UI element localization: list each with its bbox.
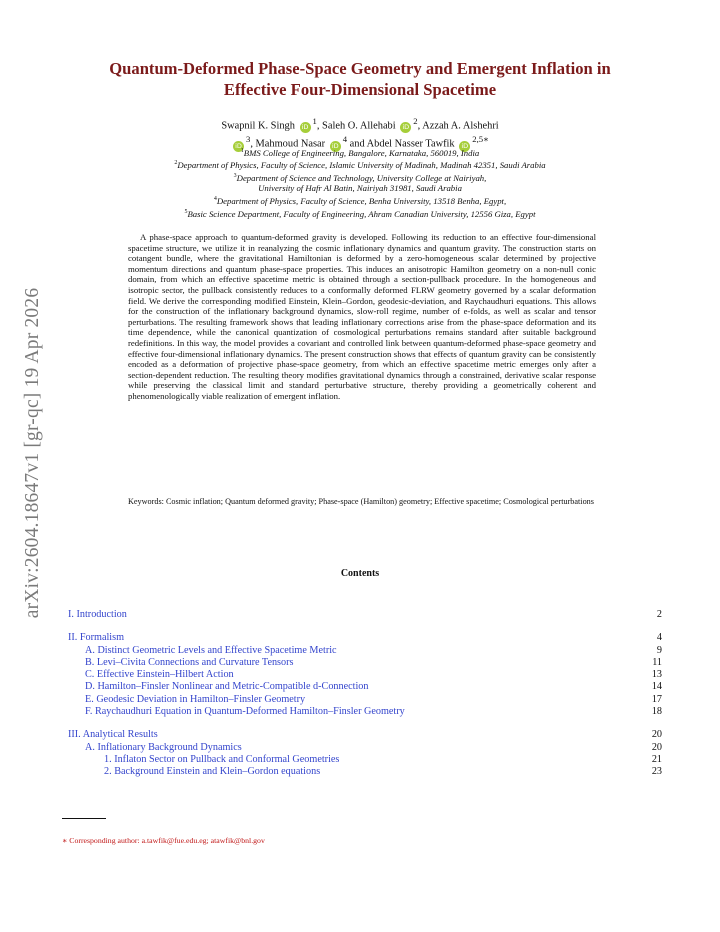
toc-link[interactable]: B. Levi–Civita Connections and Curvature Tensors — [85, 656, 294, 668]
affil-text: Department of Physics, Faculty of Science, Islamic University of Madinah, Madinah 42351, Saudi Arabia — [177, 160, 546, 171]
affiliation-3 — [70, 171, 650, 183]
footnote-rule — [62, 818, 106, 819]
orcid-icon[interactable]: iD — [300, 122, 311, 133]
paper-title — [60, 58, 660, 100]
toc-page: 20 — [651, 741, 662, 753]
contents-heading: Contents — [340, 568, 380, 579]
toc-entry-background-equations[interactable] — [68, 766, 662, 778]
toc-link[interactable]: E. Geodesic Deviation in Hamilton–Finsler Geometry — [85, 693, 306, 705]
author-5: and Abdel Nasser Tawfik — [347, 138, 455, 150]
toc-link[interactable]: 2. Background Einstein and Klein–Gordon equations — [104, 766, 321, 778]
arxiv-sidebar-identifier — [16, 263, 50, 643]
affil-text: Department of Physics, Faculty of Science, Benha University, 13518 Benha, Egypt, — [216, 195, 507, 206]
toc-link[interactable]: II. Formalism — [68, 632, 125, 644]
affil-text: University of Hafr Al Batin, Nairiyah 31981, Saudi Arabia — [258, 183, 462, 194]
toc-page: 11 — [652, 656, 662, 668]
toc-page: 23 — [651, 766, 662, 778]
affil-number: 4 — [213, 196, 217, 203]
toc-link[interactable]: C. Effective Einstein–Hilbert Action — [85, 669, 234, 681]
affiliations — [70, 146, 650, 219]
toc-link[interactable]: F. Raychaudhuri Equation in Quantum-Deformed Hamilton–Finsler Geometry — [85, 706, 405, 718]
toc-page: 9 — [656, 644, 662, 656]
toc-entry-geodesic-deviation[interactable] — [68, 694, 662, 706]
toc-page: 14 — [651, 681, 662, 693]
title-line-2: Effective Four-Dimensional Spacetime — [223, 80, 497, 99]
abstract: A phase-space approach to quantum-deformed gravity is developed. Following its reduction to an effective four-dimensional spacetime structure, we utilize it in reanalyzing the cosmic inflationary dynamics and quantum gravity. The construction starts on cotangent bundle, where the gravitational Hamiltonian is deformed by a zero-homogeneous scalar determined by projective momentum directions and quantum phase-space properties. This induces an anisotropic Hamilton geometry on a non-null conic domain, from which an effective spacetime metric is obtained through a section-pullback procedure. In the homogeneous and isotropic sector, the pullback consistently reduces to a conformally deformed FLRW geometry governed by a scalar deformation field. We derive the corresponding modified Einstein, Klein–Gordon, geodesic-deviation, and Raychaudhuri equations. This allows for the construction of the inflationary background dynamics, slow-roll regime, number of e-folds, as well as scalar and tensor perturbations. The resulting framework shows that leading inflationary corrections arise from the phase-space deformation and its time dependence, while the canonical quantization of cosmological perturbations remains standard after suitable background redefinitions. In this way, the model provides a covariant and controlled link between quantum-deformed phase-space geometry and effective four-dimensional inflationary dynamics. The present construction shows that effects of quantum gravity can be consistently encoded as a deformation of projective phase-space geometry, from which an effective spacetime metric emerges only after a section-dependent reduction. The resulting theory modifies gravitational dynamics through a constrained, derivative scalar response while preserving the classical limit and standard perturbative structure, thereby providing a geometrically coherent and phenomenologically viable realization of emergent inflation. — [128, 232, 596, 401]
affil-text: Basic Science Department, Faculty of Engineering, Ahram Canadian University, 12556 Giza, Egypt — [187, 208, 536, 219]
toc-entry-inflationary-background[interactable] — [68, 742, 662, 754]
affiliation-2 — [70, 158, 650, 170]
affil-text: BMS College of Engineering, Bangalore, Karnataka, 560019, India — [243, 147, 480, 158]
affiliation-4 — [70, 194, 650, 206]
toc-link[interactable]: III. Analytical Results — [68, 729, 158, 741]
affil-number: 1 — [240, 148, 244, 154]
title-line-1: Quantum-Deformed Phase-Space Geometry and Emergent Inflation in — [109, 59, 611, 78]
toc-page: 17 — [651, 693, 662, 705]
toc-link[interactable]: I. Introduction — [68, 609, 127, 620]
toc-page: 4 — [656, 632, 662, 644]
affiliation-5 — [70, 207, 650, 219]
toc-link[interactable]: A. Inflationary Background Dynamics — [85, 741, 242, 753]
affil-number: 5 — [184, 208, 188, 215]
affil-text: Department of Science and Technology, University College at Nairiyah, — [236, 172, 487, 183]
toc-entry-inflaton-sector[interactable] — [68, 754, 662, 766]
orcid-icon[interactable]: iD — [400, 122, 411, 133]
author-5-affil: 2,5∗ — [472, 134, 489, 145]
toc-page: 21 — [651, 753, 662, 765]
toc-entry-levi-civita[interactable] — [68, 657, 662, 669]
keywords: Keywords: Cosmic inflation; Quantum deformed gravity; Phase-space (Hamilton) geometry; Effective spacetime; Cosmological perturbations — [128, 497, 594, 506]
toc-entry-introduction[interactable] — [68, 609, 662, 621]
toc-link[interactable]: 1. Inflaton Sector on Pullback and Conformal Geometries — [104, 753, 340, 765]
toc-link[interactable]: D. Hamilton–Finsler Nonlinear and Metric-Compatible d-Connection — [85, 681, 369, 693]
orcid-icon[interactable]: iD — [330, 141, 341, 152]
toc-page: 2 — [656, 609, 662, 620]
affiliation-3-cont — [70, 183, 650, 194]
arxiv-id-text: arXiv:2604.18647v1 [gr-qc] 19 Apr 2026 — [22, 287, 43, 619]
toc-entry-analytical-results[interactable] — [68, 729, 662, 741]
affil-number: 2 — [174, 160, 178, 167]
corresponding-author-footnote[interactable]: ∗ Corresponding author: a.tawfik@fue.edu.eg; atawfik@bnl.gov — [62, 836, 265, 845]
toc-entry-einstein-hilbert[interactable] — [68, 669, 662, 681]
affiliation-1 — [70, 146, 650, 158]
toc-entry-geometric-levels[interactable] — [68, 645, 662, 657]
author-3-affil: 3 — [246, 134, 251, 145]
toc-link[interactable]: A. Distinct Geometric Levels and Effective Spacetime Metric — [85, 644, 337, 656]
author-2-affil: 2 — [413, 116, 418, 126]
toc-page: 20 — [651, 729, 662, 741]
toc-page: 13 — [651, 669, 662, 681]
toc-entry-hamilton-finsler[interactable] — [68, 681, 662, 693]
toc-entry-formalism[interactable] — [68, 632, 662, 644]
toc-page: 18 — [651, 706, 662, 718]
author-3: , Azzah A. Alshehri — [417, 120, 499, 132]
author-1: Swapnil K. Singh — [221, 120, 295, 132]
author-2: , Saleh O. Allehabi — [316, 120, 396, 132]
toc-entry-raychaudhuri[interactable] — [68, 706, 662, 718]
author-4: , Mahmoud Nasar — [250, 138, 326, 150]
orcid-icon[interactable]: iD — [233, 141, 244, 152]
author-1-affil: 1 — [312, 116, 317, 126]
author-4-affil: 4 — [342, 134, 348, 145]
table-of-contents — [68, 609, 662, 779]
affil-number: 3 — [233, 172, 237, 179]
orcid-icon[interactable]: iD — [459, 141, 470, 152]
